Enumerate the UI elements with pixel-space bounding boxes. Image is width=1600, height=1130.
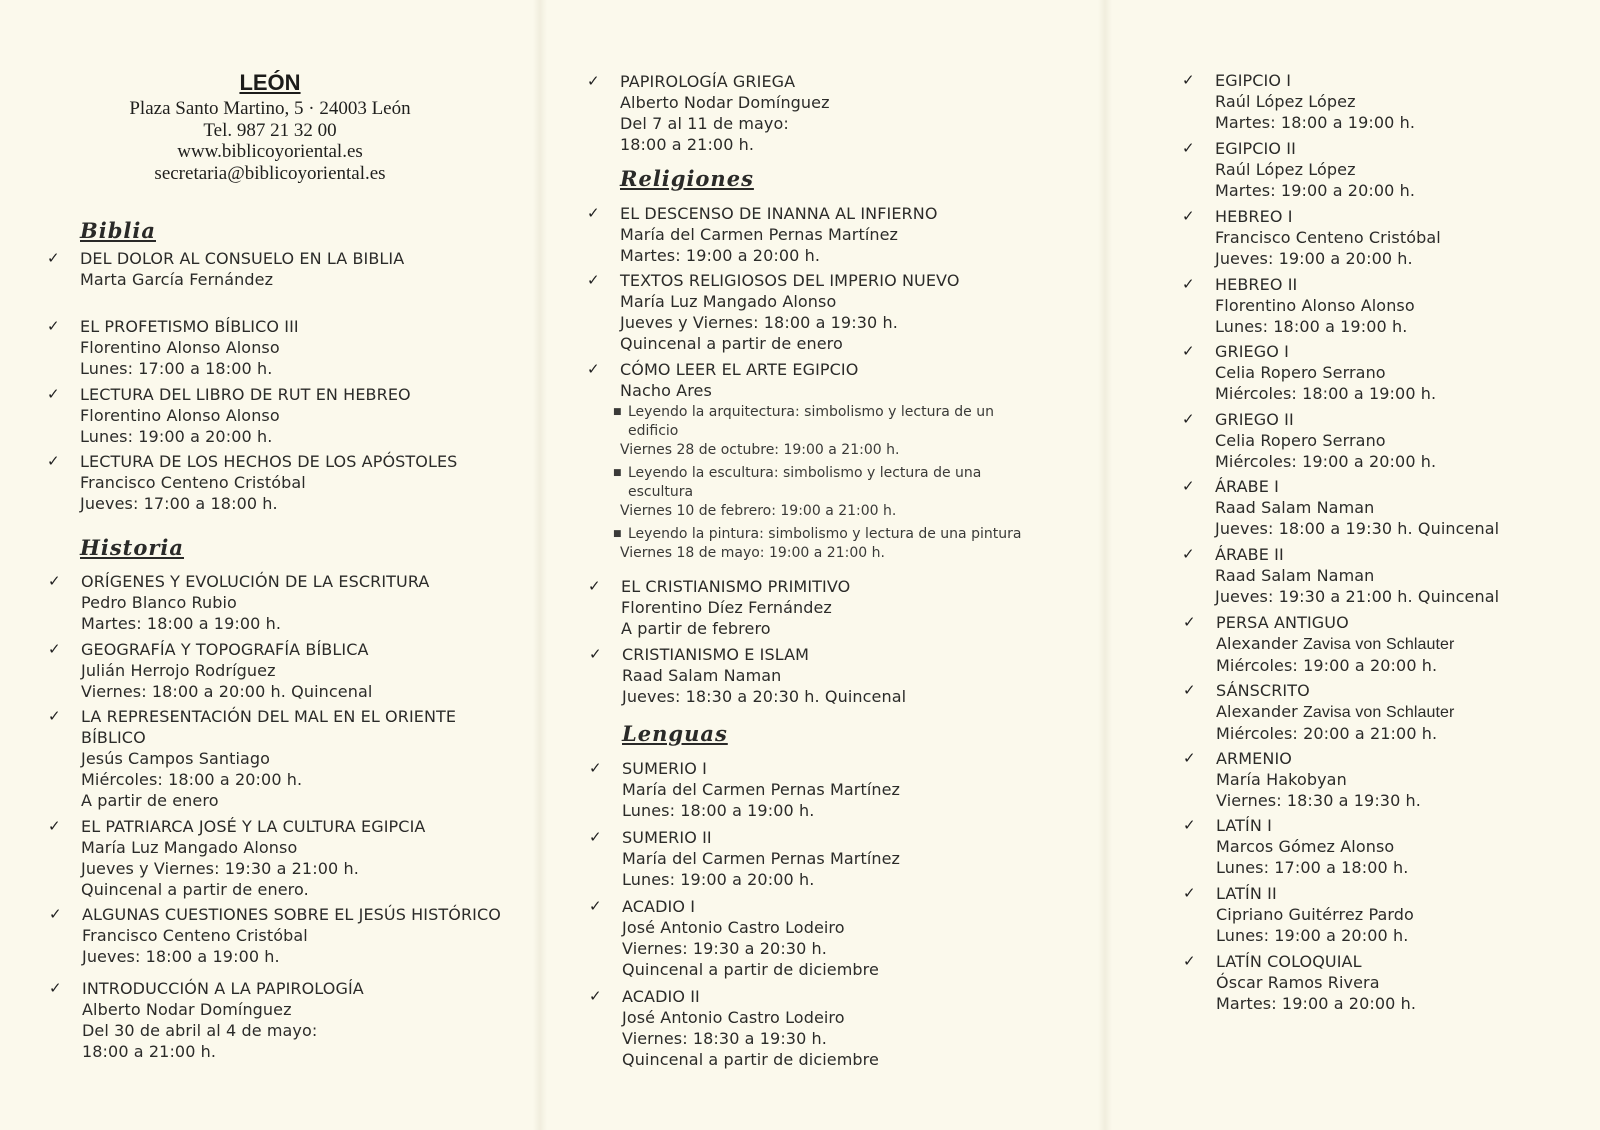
course-schedule: Martes: 18:00 a 19:00 h. — [81, 614, 282, 633]
course-item — [1183, 951, 1417, 1014]
course-teacher: María del Carmen Pernas Martínez — [622, 780, 901, 799]
check-icon: ✓ — [588, 577, 601, 595]
check-icon: ✓ — [1183, 681, 1196, 699]
course-schedule: Lunes: 17:00 a 18:00 h. — [80, 359, 273, 378]
course-item — [47, 384, 411, 447]
course-note: 18:00 a 21:00 h. — [82, 1042, 217, 1061]
course-schedule: Lunes: 19:00 a 20:00 h. — [80, 427, 273, 446]
section-title-lenguas: Lenguas — [622, 721, 728, 746]
check-icon: ✓ — [589, 828, 602, 846]
course-title: HEBREO I — [1215, 207, 1293, 226]
course-teacher: Francisco Centeno Cristóbal — [82, 926, 308, 945]
course-schedule: Viernes: 18:00 a 20:00 h. Quincenal — [81, 682, 373, 701]
course-item — [48, 816, 426, 900]
course-item — [587, 203, 938, 266]
course-title: LATÍN COLOQUIAL — [1216, 952, 1362, 971]
course-note: Quincenal a partir de enero. — [81, 880, 309, 899]
course-item — [49, 978, 364, 1062]
course-teacher: Raad Salam Naman — [1215, 498, 1375, 517]
course-note: Quincenal a partir de enero — [620, 334, 843, 353]
course-schedule: Miércoles: 18:00 a 19:00 h. — [1215, 384, 1437, 403]
check-icon: ✓ — [1182, 139, 1195, 157]
course-title: EGIPCIO I — [1215, 71, 1292, 90]
check-icon: ✓ — [1183, 952, 1196, 970]
session-text: Leyendo la pintura: simbolismo y lectura de una pintura — [628, 526, 1022, 542]
check-icon: ✓ — [1183, 749, 1196, 767]
course-teacher: Raad Salam Naman — [622, 666, 782, 685]
course-title: SUMERIO I — [622, 759, 707, 778]
course-item — [589, 896, 879, 980]
course-title: SUMERIO II — [622, 828, 712, 847]
course-teacher: Raúl López López — [1215, 160, 1356, 179]
check-icon: ✓ — [587, 271, 600, 289]
panel-right — [1105, 0, 1600, 1130]
course-item — [48, 571, 430, 634]
session-item — [613, 525, 1030, 544]
website-link[interactable]: www.biblicoyoriental.es — [177, 141, 363, 162]
phone: Tel. 987 21 32 00 — [203, 119, 337, 141]
course-schedule: Jueves: 18:00 a 19:30 h. Quincenal — [1215, 519, 1500, 538]
check-icon: ✓ — [49, 979, 62, 997]
course-item — [47, 316, 299, 379]
course-schedule: Del 7 al 11 de mayo: — [620, 114, 789, 133]
course-item — [589, 827, 901, 890]
bullet-icon: ■ — [613, 468, 622, 478]
course-schedule: Jueves: 18:00 a 19:00 h. — [82, 947, 280, 966]
check-icon: ✓ — [48, 572, 61, 590]
session-date: Viernes 10 de febrero: 19:00 a 21:00 h. — [620, 503, 897, 519]
session-date: Viernes 18 de mayo: 19:00 a 21:00 h. — [620, 545, 885, 561]
course-teacher: María del Carmen Pernas Martínez — [620, 225, 899, 244]
course-title: EL DESCENSO DE INANNA AL INFIERNO — [620, 204, 938, 223]
teacher-first-name: Alexander — [1216, 634, 1298, 653]
course-item — [589, 986, 879, 1070]
course-item — [48, 706, 457, 811]
course-teacher: Alberto Nodar Domínguez — [620, 93, 830, 112]
course-item — [1182, 138, 1416, 201]
course-item — [587, 270, 960, 354]
course-note: A partir de enero — [81, 791, 219, 810]
course-title: HEBREO II — [1215, 275, 1298, 294]
course-teacher: Francisco Centeno Cristóbal — [80, 473, 306, 492]
check-icon: ✓ — [1182, 342, 1195, 360]
bullet-icon: ■ — [613, 529, 622, 539]
check-icon: ✓ — [48, 707, 61, 725]
teacher-first-name: Alexander — [1216, 702, 1298, 721]
city-title: LEÓN — [239, 70, 301, 95]
course-item — [49, 904, 501, 967]
course-title: CRISTIANISMO E ISLAM — [622, 645, 810, 664]
course-item — [48, 639, 373, 702]
course-schedule: Jueves: 18:30 a 20:30 h. Quincenal — [622, 687, 907, 706]
course-schedule: Viernes: 19:30 a 20:30 h. — [622, 939, 827, 958]
course-item — [1182, 476, 1500, 539]
course-teacher: María del Carmen Pernas Martínez — [622, 849, 901, 868]
course-item — [1183, 748, 1421, 811]
session-date: Viernes 28 de octubre: 19:00 a 21:00 h. — [620, 442, 900, 458]
check-icon: ✓ — [587, 360, 600, 378]
check-icon: ✓ — [1182, 207, 1195, 225]
session-item — [613, 403, 1030, 441]
check-icon: ✓ — [1182, 275, 1195, 293]
course-item — [1183, 680, 1455, 744]
course-schedule: Miércoles: 19:00 a 20:00 h. — [1216, 656, 1438, 675]
course-schedule: Lunes: 17:00 a 18:00 h. — [1216, 858, 1409, 877]
course-note: 18:00 a 21:00 h. — [620, 135, 755, 154]
course-title: LATÍN II — [1216, 884, 1277, 903]
course-title: LA REPRESENTACIÓN DEL MAL EN EL ORIENTE — [81, 707, 457, 726]
course-schedule: Miércoles: 19:00 a 20:00 h. — [1215, 452, 1437, 471]
check-icon: ✓ — [587, 204, 600, 222]
course-schedule: Lunes: 18:00 a 19:00 h. — [622, 801, 815, 820]
course-schedule: Martes: 19:00 a 20:00 h. — [620, 246, 821, 265]
course-title: ÁRABE II — [1215, 545, 1284, 564]
course-item — [1183, 883, 1414, 946]
check-icon: ✓ — [48, 640, 61, 658]
course-schedule: Lunes: 19:00 a 20:00 h. — [1216, 926, 1409, 945]
check-icon: ✓ — [587, 72, 600, 90]
session-text: Leyendo la arquitectura: simbolismo y lectura de un edificio — [628, 404, 994, 439]
course-teacher: Raúl López López — [1215, 92, 1356, 111]
course-item — [1183, 612, 1455, 676]
course-schedule: Jueves: 17:00 a 18:00 h. — [80, 494, 278, 513]
course-title: ALGUNAS CUESTIONES SOBRE EL JESÚS HISTÓRICO — [82, 905, 501, 924]
course-teacher: José Antonio Castro Lodeiro — [622, 1008, 845, 1027]
course-item — [1182, 206, 1441, 269]
check-icon: ✓ — [1183, 613, 1196, 631]
course-item — [47, 451, 458, 514]
teacher-last-name: Zavisa von Schlauter — [1303, 704, 1455, 721]
course-schedule: Martes: 18:00 a 19:00 h. — [1215, 113, 1416, 132]
course-schedule: Lunes: 18:00 a 19:00 h. — [1215, 317, 1408, 336]
course-teacher: Celia Ropero Serrano — [1215, 431, 1386, 450]
course-teacher: Julián Herrojo Rodríguez — [81, 661, 276, 680]
course-title-cont: BÍBLICO — [81, 728, 146, 747]
check-icon: ✓ — [47, 317, 60, 335]
section-title-religiones: Religiones — [620, 166, 754, 191]
course-title: SÁNSCRITO — [1216, 681, 1310, 700]
course-teacher: Marta García Fernández — [80, 270, 274, 289]
course-title: PERSA ANTIGUO — [1216, 613, 1349, 632]
course-title: DEL DOLOR AL CONSUELO EN LA BIBLIA — [80, 249, 405, 268]
check-icon: ✓ — [589, 987, 602, 1005]
course-teacher: Cipriano Guitérrez Pardo — [1216, 905, 1414, 924]
bullet-icon: ■ — [613, 407, 622, 417]
panel-middle — [540, 0, 1105, 1130]
course-schedule: Jueves: 19:30 a 21:00 h. Quincenal — [1215, 587, 1500, 606]
course-teacher: Marcos Gómez Alonso — [1216, 837, 1395, 856]
check-icon: ✓ — [1182, 477, 1195, 495]
course-schedule: Martes: 19:00 a 20:00 h. — [1215, 181, 1416, 200]
course-title: EL CRISTIANISMO PRIMITIVO — [621, 577, 851, 596]
section-title-historia: Historia — [80, 535, 184, 560]
course-title: EGIPCIO II — [1215, 139, 1296, 158]
check-icon: ✓ — [1182, 410, 1195, 428]
course-schedule: Jueves y Viernes: 19:30 a 21:00 h. — [81, 859, 359, 878]
course-teacher: María Luz Mangado Alonso — [620, 292, 837, 311]
course-schedule: Viernes: 18:30 a 19:30 h. — [622, 1029, 827, 1048]
course-teacher: Florentino Díez Fernández — [621, 598, 832, 617]
address: Plaza Santo Martino, 5 · 24003 León — [129, 98, 411, 119]
course-title: ACADIO I — [622, 897, 696, 916]
course-schedule: Del 30 de abril al 4 de mayo: — [82, 1021, 318, 1040]
contact-header — [0, 70, 540, 184]
panel-left — [0, 0, 540, 1130]
course-item — [47, 248, 405, 290]
course-item — [587, 71, 830, 155]
course-item — [1182, 274, 1415, 337]
check-icon: ✓ — [47, 385, 60, 403]
course-title: ORÍGENES Y EVOLUCIÓN DE LA ESCRITURA — [81, 572, 430, 591]
course-title: GRIEGO II — [1215, 410, 1294, 429]
check-icon: ✓ — [47, 249, 60, 267]
course-item — [1182, 70, 1416, 133]
teacher-last-name: Zavisa von Schlauter — [1303, 636, 1455, 653]
course-item — [589, 644, 907, 707]
course-teacher: Florentino Alonso Alonso — [80, 338, 280, 357]
check-icon: ✓ — [1183, 816, 1196, 834]
course-teacher: María Luz Mangado Alonso — [81, 838, 298, 857]
course-schedule: Jueves: 19:00 a 20:00 h. — [1215, 249, 1413, 268]
course-teacher: Óscar Ramos Rivera — [1216, 973, 1380, 992]
session-text: Leyendo la escultura: simbolismo y lectura de una escultura — [628, 465, 982, 500]
course-teacher: Francisco Centeno Cristóbal — [1215, 228, 1441, 247]
course-teacher — [1216, 633, 1454, 655]
course-schedule: Jueves y Viernes: 18:00 a 19:30 h. — [620, 313, 898, 332]
check-icon: ✓ — [589, 759, 602, 777]
course-title: EL PATRIARCA JOSÉ Y LA CULTURA EGIPCIA — [81, 817, 426, 836]
check-icon: ✓ — [49, 905, 62, 923]
email-link[interactable]: secretaria@biblicoyoriental.es — [154, 162, 386, 184]
course-teacher: Pedro Blanco Rubio — [81, 593, 237, 612]
course-teacher: María Hakobyan — [1216, 770, 1347, 789]
course-title: TEXTOS RELIGIOSOS DEL IMPERIO NUEVO — [620, 271, 960, 290]
course-note: Quincenal a partir de diciembre — [622, 960, 879, 979]
course-teacher: Celia Ropero Serrano — [1215, 363, 1386, 382]
course-title: EL PROFETISMO BÍBLICO III — [80, 317, 299, 336]
course-teacher: Raad Salam Naman — [1215, 566, 1375, 585]
course-schedule: Lunes: 19:00 a 20:00 h. — [622, 870, 815, 889]
course-title: GEOGRAFÍA Y TOPOGRAFÍA BÍBLICA — [81, 640, 369, 659]
course-item — [589, 758, 901, 821]
course-title: PAPIROLOGÍA GRIEGA — [620, 72, 796, 91]
course-item — [1182, 409, 1437, 472]
course-note: Quincenal a partir de diciembre — [622, 1050, 879, 1069]
course-teacher: Nacho Ares — [620, 381, 712, 400]
course-title: INTRODUCCIÓN A LA PAPIROLOGÍA — [82, 979, 364, 998]
course-title: CÓMO LEER EL ARTE EGIPCIO — [620, 360, 859, 379]
course-item — [588, 576, 851, 639]
course-teacher — [1216, 701, 1454, 723]
course-teacher: Alberto Nodar Domínguez — [82, 1000, 292, 1019]
check-icon: ✓ — [1183, 884, 1196, 902]
course-title: LECTURA DEL LIBRO DE RUT EN HEBREO — [80, 385, 411, 404]
course-schedule: Viernes: 18:30 a 19:30 h. — [1216, 791, 1421, 810]
course-item — [1183, 815, 1409, 878]
course-title: LATÍN I — [1216, 816, 1272, 835]
check-icon: ✓ — [47, 452, 60, 470]
course-item — [1182, 544, 1500, 607]
section-title-biblia: Biblia — [80, 218, 156, 243]
course-schedule: Miércoles: 20:00 a 21:00 h. — [1216, 724, 1438, 743]
check-icon: ✓ — [48, 817, 61, 835]
course-teacher: Florentino Alonso Alonso — [80, 406, 280, 425]
course-item — [1182, 341, 1437, 404]
course-title: ARMENIO — [1216, 749, 1292, 768]
check-icon: ✓ — [1182, 71, 1195, 89]
course-teacher: Jesús Campos Santiago — [81, 749, 271, 768]
course-schedule: Miércoles: 18:00 a 20:00 h. — [81, 770, 303, 789]
course-title: LECTURA DE LOS HECHOS DE LOS APÓSTOLES — [80, 452, 458, 471]
session-item — [613, 464, 1030, 502]
course-teacher: José Antonio Castro Lodeiro — [622, 918, 845, 937]
course-title: ACADIO II — [622, 987, 700, 1006]
course-schedule: A partir de febrero — [621, 619, 771, 638]
course-teacher: Florentino Alonso Alonso — [1215, 296, 1415, 315]
course-title: GRIEGO I — [1215, 342, 1289, 361]
check-icon: ✓ — [589, 897, 602, 915]
course-title: ÁRABE I — [1215, 477, 1279, 496]
check-icon: ✓ — [589, 645, 602, 663]
course-item — [587, 359, 1030, 567]
course-schedule: Martes: 19:00 a 20:00 h. — [1216, 994, 1417, 1013]
check-icon: ✓ — [1182, 545, 1195, 563]
